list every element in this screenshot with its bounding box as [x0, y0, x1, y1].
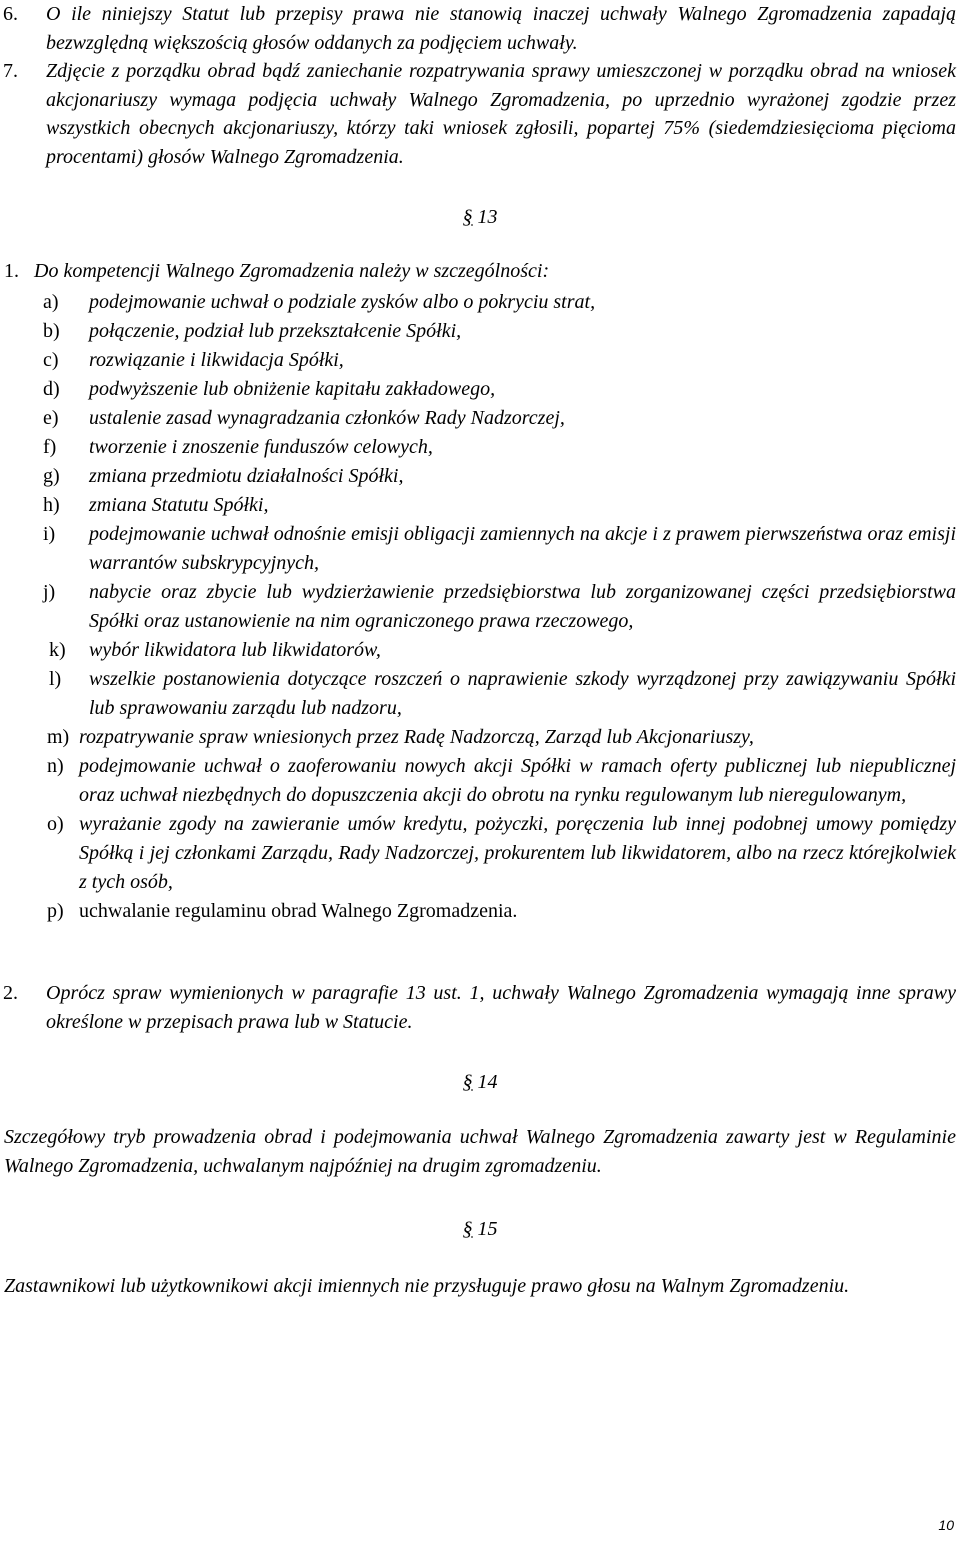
item-text: wyrażanie zgody na zawieranie umów kredytu, pożyczki, poręczenia lub innej podobnej umowy pomiędzy Spółką i jej członkami Zarządu, Rady Nadzorczej, prokurentem lub likwidatorem, albo na rzecz którejkolwiek z tych osób,	[79, 813, 956, 893]
item-label: d)	[43, 378, 60, 400]
list-item	[43, 433, 956, 462]
list-item	[43, 288, 956, 317]
item-label: n)	[47, 755, 64, 777]
paragraph-item-6	[3, 0, 956, 57]
list-item	[43, 520, 956, 578]
list-item	[43, 723, 956, 752]
item-text: podwyższenie lub obniżenie kapitału zakładowego,	[89, 378, 496, 400]
item-text: wybór likwidatora lub likwidatorów,	[89, 639, 381, 661]
list-item	[43, 346, 956, 375]
item-text: rozwiązanie i likwidacja Spółki,	[89, 349, 344, 371]
item-label: m)	[47, 726, 70, 748]
list-item	[43, 752, 956, 810]
item-text: O ile niniejszy Statut lub przepisy prawa nie stanowią inaczej uchwały Walnego Zgromadzenia zapadają bezwzględną większością głosów oddanych za podjęciem uchwały.	[46, 3, 956, 54]
item-text: zmiana przedmiotu działalności Spółki,	[89, 465, 404, 487]
item-text: wszelkie postanowienia dotyczące roszczeń o naprawienie szkody wyrządzonej przy zawiązywaniu Spółki lub sprawowaniu zarządu lub nadzoru,	[89, 668, 956, 719]
item-label: i)	[43, 523, 56, 545]
item-label: f)	[43, 436, 57, 458]
competence-list	[43, 288, 956, 926]
page-number: 10	[938, 1517, 954, 1533]
item-label: a)	[43, 291, 59, 313]
point-text: Oprócz spraw wymienionych w paragrafie 13 ust. 1, uchwały Walnego Zgromadzenia wymagają inne sprawy określone w przepisach prawa lub w Statucie.	[46, 982, 956, 1033]
item-text: uchwalanie regulaminu obrad Walnego Zgromadzenia.	[79, 900, 518, 922]
intro-text: Do kompetencji Walnego Zgromadzenia należy w szczególności:	[34, 260, 550, 282]
section-sign: §	[462, 1218, 473, 1240]
item-label: k)	[49, 639, 66, 661]
paragraph-item-7	[3, 57, 956, 171]
list-item	[43, 462, 956, 491]
section14-text: Szczegółowy tryb prowadzenia obrad i podejmowania uchwał Walnego Zgromadzenia zawarty jest w Regulaminie Walnego Zgromadzenia, uchwalanym najpóźniej na drugim zgromadzeniu.	[4, 1126, 956, 1177]
item-label: g)	[43, 465, 60, 487]
section-number: 13	[477, 206, 498, 228]
item-text: podejmowanie uchwał odnośnie emisji obligacji zamiennych na akcje i z prawem pierwszeństwa oraz emisji warrantów subskrypcyjnych,	[89, 523, 956, 574]
list-item	[43, 897, 956, 926]
item-text: rozpatrywanie spraw wniesionych przez Radę Nadzorczą, Zarząd lub Akcjonariuszy,	[79, 726, 754, 748]
list-item	[43, 317, 956, 346]
item-label: b)	[43, 320, 60, 342]
section-heading-15	[0, 1218, 960, 1241]
section-number: 14	[477, 1071, 498, 1093]
list-item	[43, 404, 956, 433]
intro-number: 1.	[4, 260, 19, 282]
item-text: Zdjęcie z porządku obrad bądź zaniechanie rozpatrywania sprawy umieszczonej w porządku obrad na wniosek akcjonariuszy wymaga podjęcia uchwały Walnego Zgromadzenia, po uprzednio wyrażonej zgodzie przez wszystkich obecnych akcjonariuszy, którzy taki wniosek zgłosili, popartej 75% (siedemdziesięcioma pięcioma procentami) głosów Walnego Zgromadzenia.	[46, 60, 956, 168]
item-label: l)	[49, 668, 62, 690]
section13-point-2	[3, 979, 956, 1036]
item-number: 7.	[3, 60, 18, 82]
section-heading-14	[0, 1071, 960, 1094]
item-text: podejmowanie uchwał o podziale zysków albo o pokryciu strat,	[89, 291, 596, 313]
list-item	[43, 810, 956, 897]
item-number: 6.	[3, 3, 18, 25]
section15-text: Zastawnikowi lub użytkownikowi akcji imiennych nie przysługuje prawo głosu na Walnym Zgromadzeniu.	[4, 1275, 850, 1297]
item-label: h)	[43, 494, 60, 516]
list-item	[43, 491, 956, 520]
item-text: zmiana Statutu Spółki,	[89, 494, 269, 516]
item-text: tworzenie i znoszenie funduszów celowych,	[89, 436, 433, 458]
item-label: o)	[47, 813, 64, 835]
item-label: e)	[43, 407, 59, 429]
item-text: nabycie oraz zbycie lub wydzierżawienie przedsiębiorstwa lub zorganizowanej części przedsiębiorstwa Spółki oraz ustanowienie na nim ograniczonego prawa rzeczowego,	[89, 581, 956, 632]
item-text: ustalenie zasad wynagradzania członków Rady Nadzorczej,	[89, 407, 565, 429]
section-number: 15	[477, 1218, 498, 1240]
item-label: j)	[43, 581, 56, 603]
item-label: p)	[47, 900, 64, 922]
section-sign: §	[462, 206, 473, 228]
list-item	[43, 636, 956, 665]
section-heading-13	[0, 206, 960, 229]
item-label: c)	[43, 349, 59, 371]
section13-intro	[4, 257, 954, 286]
list-item	[43, 375, 956, 404]
item-text: połączenie, podział lub przekształcenie Spółki,	[89, 320, 462, 342]
point-number: 2.	[3, 982, 18, 1004]
section-sign: §	[462, 1071, 473, 1093]
list-item	[43, 665, 956, 723]
list-item	[43, 578, 956, 636]
item-text: podejmowanie uchwał o zaoferowaniu nowych akcji Spółki w ramach oferty publicznej lub niepublicznej oraz uchwał niezbędnych do dopuszczenia akcji do obrotu na rynku regulowanym lub nieregulowanym,	[79, 755, 956, 806]
